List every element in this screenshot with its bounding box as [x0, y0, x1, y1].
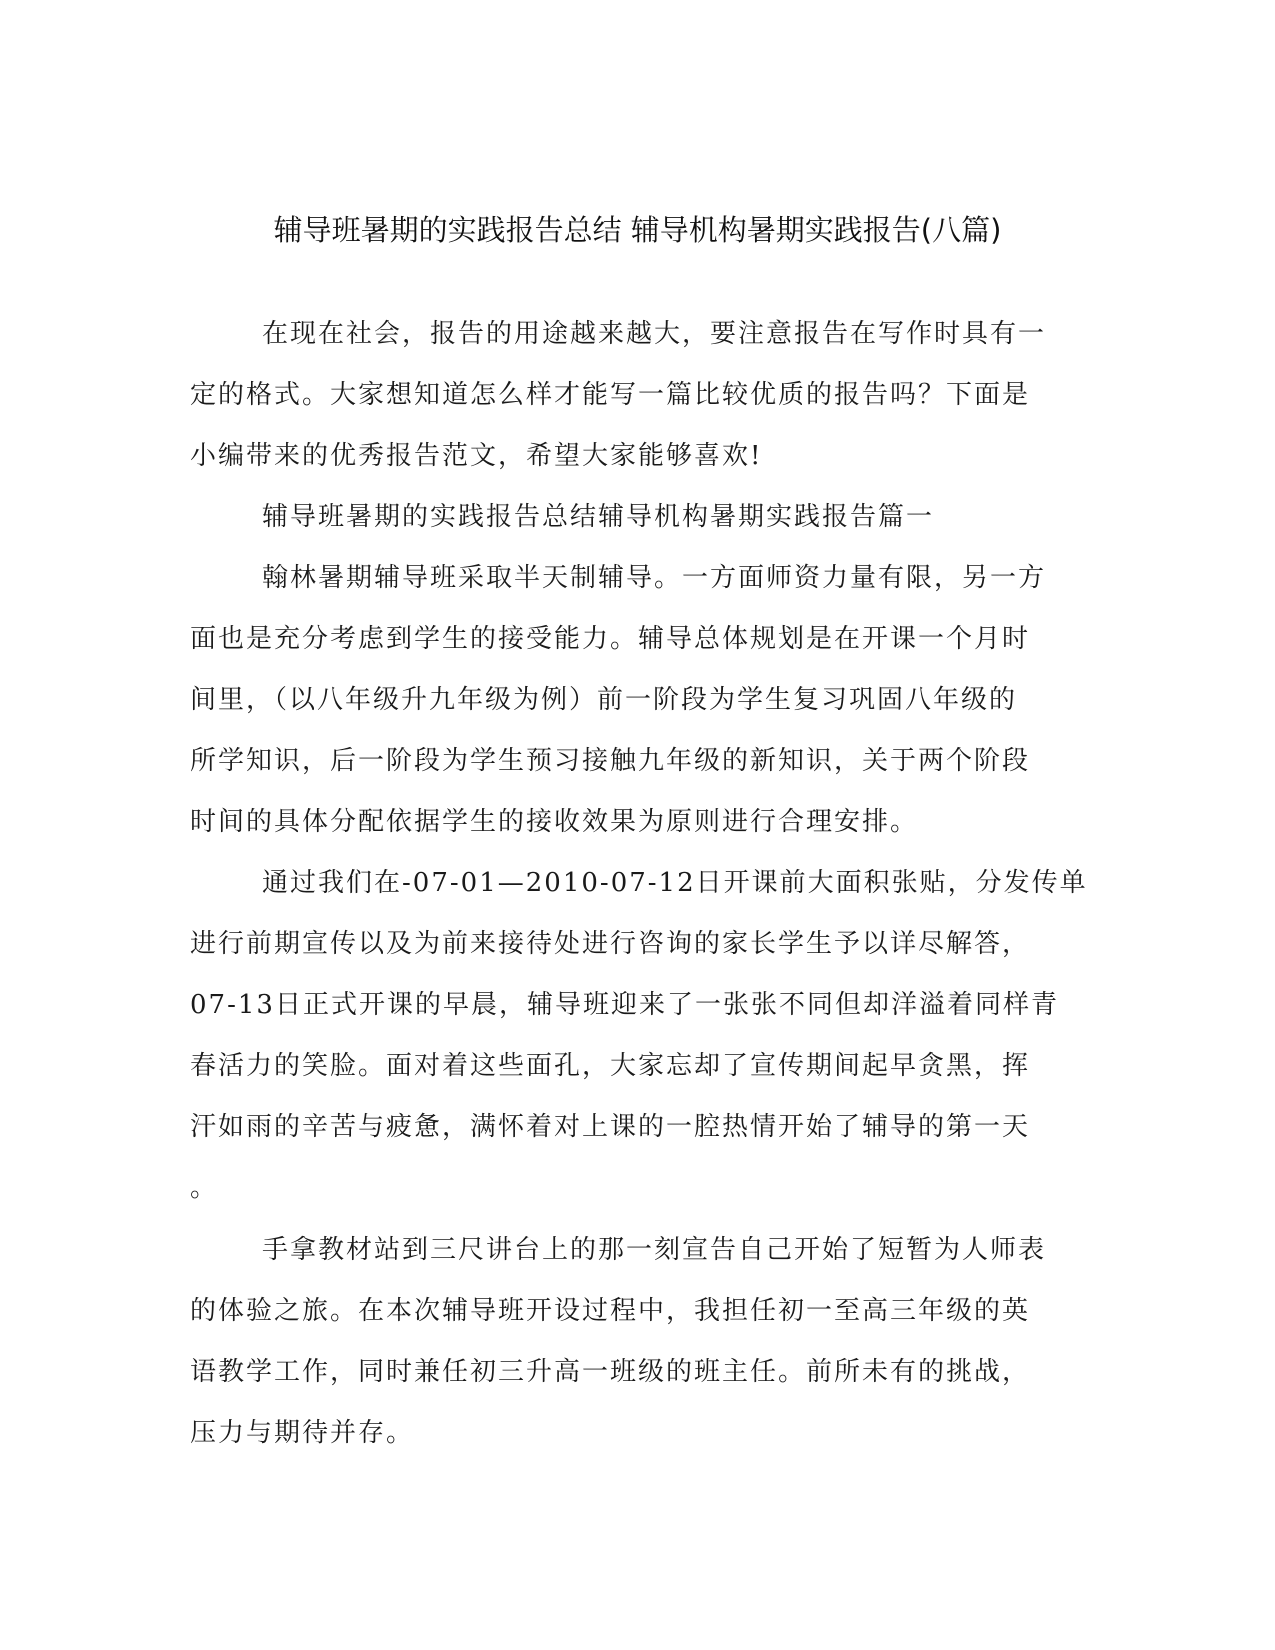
text-line: 翰林暑期辅导班采取半天制辅导。一方面师资力量有限，另一方 — [262, 563, 1047, 593]
text-line: 进行前期宣传以及为前来接待处进行咨询的家长学生予以详尽解答， — [190, 929, 1031, 959]
text-line: 定的格式。大家想知道怎么样才能写一篇比较优质的报告吗？下面是 — [190, 380, 1031, 410]
text-line: 间里，（以八年级升九年级为例）前一阶段为学生复习巩固八年级的 — [190, 685, 1018, 715]
text-line: 的体验之旅。在本次辅导班开设过程中，我担任初一至高三年级的英 — [190, 1296, 1031, 1326]
text-line: 小编带来的优秀报告范文，希望大家能够喜欢! — [190, 441, 763, 471]
text-line: 汗如雨的辛苦与疲惫，满怀着对上课的一腔热情开始了辅导的第一天 — [190, 1112, 1031, 1142]
paragraph-teaching — [190, 1232, 1090, 1476]
text-line: 07-13日正式开课的早晨，辅导班迎来了一张张不同但却洋溢着同样青 — [190, 990, 1059, 1020]
paragraph-section-heading — [190, 499, 1090, 560]
text-line: 面也是充分考虑到学生的接受能力。辅导总体规划是在开课一个月时 — [190, 624, 1031, 654]
text-line: 语教学工作，同时兼任初三升高一班级的班主任。前所未有的挑战， — [190, 1357, 1031, 1387]
text-line: 手拿教材站到三尺讲台上的那一刻宣告自己开始了短暂为人师表 — [262, 1235, 1047, 1265]
text-line: 。 — [190, 1173, 219, 1203]
text-line: 时间的具体分配依据学生的接收效果为原则进行合理安排。 — [190, 807, 919, 837]
paragraph-promotion — [190, 865, 1090, 1231]
paragraph-intro — [190, 316, 1090, 499]
text-line: 辅导班暑期的实践报告总结辅导机构暑期实践报告篇一 — [262, 502, 935, 532]
text-line: 所学知识，后一阶段为学生预习接触九年级的新知识，关于两个阶段 — [190, 746, 1031, 776]
text-line: 通过我们在-07-01—2010-07-12日开课前大面积张贴，分发传单 — [262, 868, 1088, 898]
paragraph-overview — [190, 560, 1090, 865]
text-line: 春活力的笑脸。面对着这些面孔，大家忘却了宣传期间起早贪黑，挥 — [190, 1051, 1031, 1081]
document-title: 辅导班暑期的实践报告总结 辅导机构暑期实践报告(八篇) — [273, 213, 1002, 247]
text-line: 在现在社会，报告的用途越来越大，要注意报告在写作时具有一 — [262, 319, 1047, 349]
text-line: 压力与期待并存。 — [190, 1418, 415, 1448]
